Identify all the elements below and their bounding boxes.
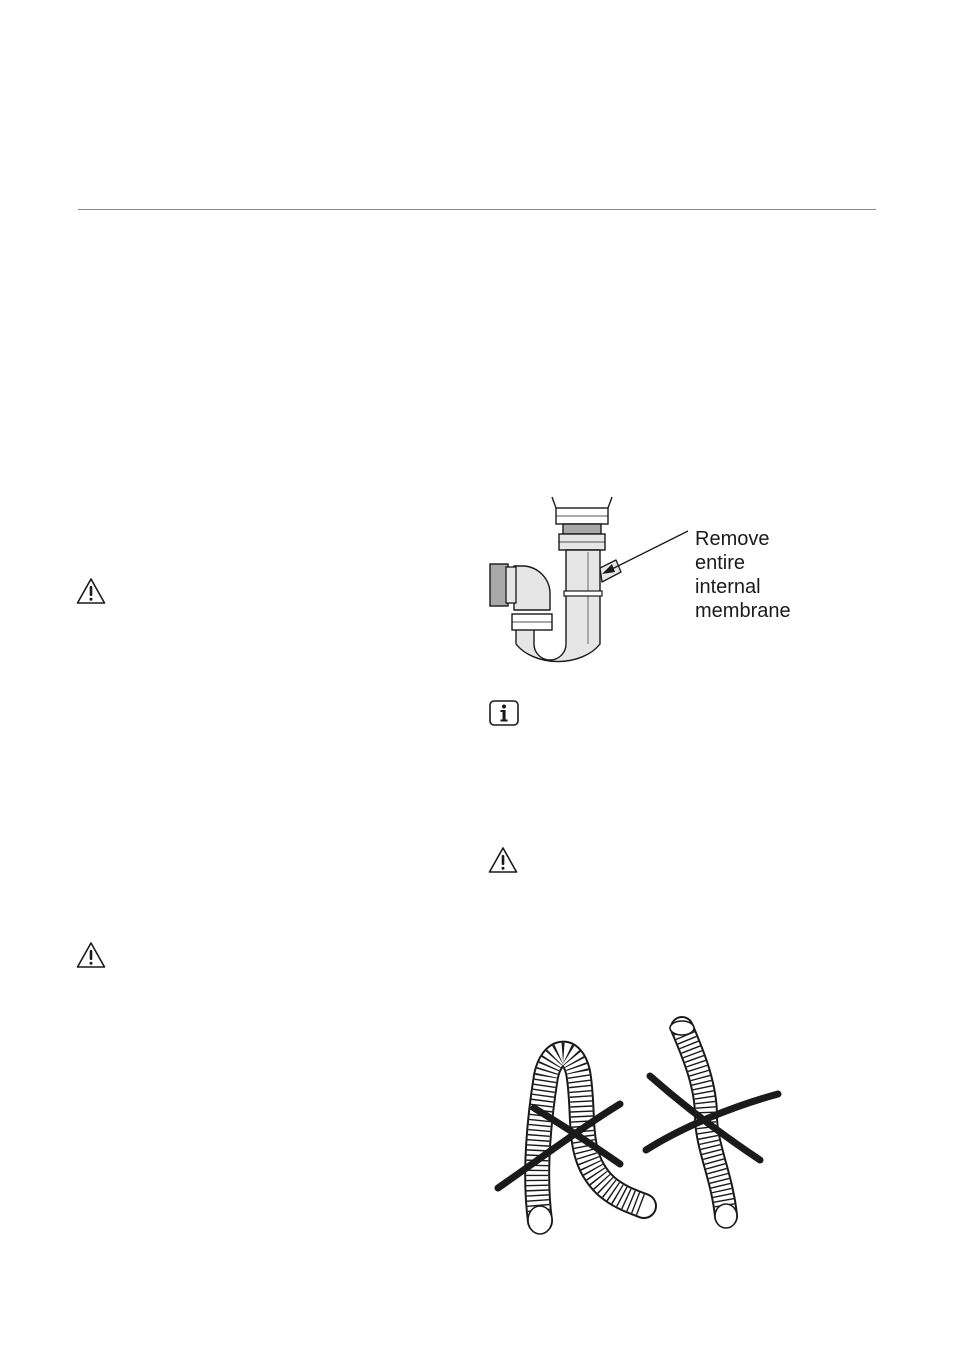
warning-icon (488, 846, 518, 874)
kinked-hoses-illustration (494, 1016, 784, 1238)
warning-icon (76, 941, 106, 969)
callout-line: membrane (695, 600, 791, 622)
warning-icon (76, 577, 106, 605)
callout-line: Remove (695, 528, 770, 550)
membrane-callout (695, 527, 855, 623)
callout-line: entire (695, 552, 746, 574)
siphon-trap-illustration (486, 494, 626, 684)
info-icon (489, 700, 519, 726)
callout-line: internal (695, 576, 761, 598)
callout-leader-line (600, 528, 700, 583)
header-divider (78, 209, 876, 210)
